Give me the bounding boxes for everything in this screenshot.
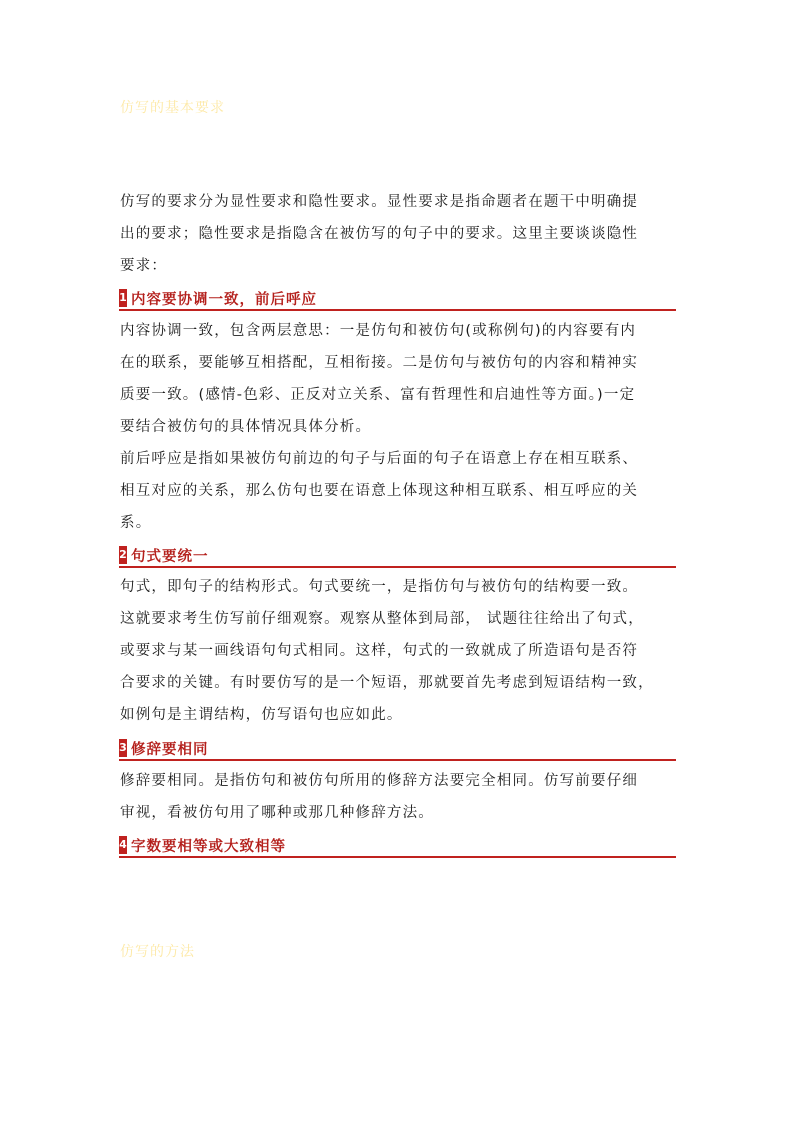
- section-title: 修辞要相同: [131, 742, 209, 758]
- section-header-4: [119, 832, 676, 858]
- section-number-badge: 2: [119, 546, 127, 564]
- section-title: 句式要统一: [131, 549, 209, 565]
- section-2-paragraph: [120, 571, 690, 731]
- paragraph-line: 这就要求考生仿写前仔细观察。观察从整体到局部， 试题往往给出了句式，: [120, 611, 644, 627]
- paragraph-line: 修辞要相同。是指仿句和被仿句所用的修辞方法要完全相同。仿写前要仔细: [120, 773, 639, 789]
- paragraph-line: 句式，即句子的结构形式。句式要统一，是指仿句与被仿句的结构要一致。: [120, 579, 639, 595]
- paragraph-line: 内容协调一致，包含两层意思：一是仿句和被仿句(或称例句)的内容要有内: [120, 323, 637, 339]
- section-number-badge: 4: [119, 836, 127, 854]
- section-header-1: [119, 285, 676, 311]
- paragraph-line: 如例句是主谓结构，仿写语句也应如此。: [120, 707, 403, 723]
- paragraph-line: 系。: [120, 515, 152, 531]
- section-1-paragraph-1: [120, 315, 690, 443]
- section-heading-basic-requirements: 仿写的基本要求: [120, 100, 225, 116]
- paragraph-line: 相互对应的关系，那么仿句也要在语意上体现这种相互联系、相互呼应的关: [120, 483, 639, 499]
- intro-line: 出的要求；隐性要求是指隐含在被仿写的句子中的要求。这里主要谈谈隐性: [120, 226, 639, 242]
- section-1-paragraph-2: [120, 443, 690, 539]
- section-title: 字数要相等或大致相等: [131, 839, 286, 855]
- section-3-paragraph: [120, 765, 690, 829]
- paragraph-line: 质要一致。(感情-色彩、正反对立关系、富有哲理性和启迪性等方面。)一定: [120, 387, 636, 403]
- section-title: 内容要协调一致，前后呼应: [131, 292, 317, 308]
- paragraph-line: 要结合被仿句的具体情况具体分析。: [120, 419, 372, 435]
- section-header-3: [119, 735, 676, 761]
- paragraph-line: 在的联系，要能够互相搭配，互相衔接。二是仿句与被仿句的内容和精神实: [120, 355, 639, 371]
- intro-paragraph: [120, 186, 690, 282]
- section-header-2: [119, 542, 676, 568]
- section-number-badge: 1: [119, 289, 127, 307]
- paragraph-line: 或要求与某一画线语句句式相同。这样，句式的一致就成了所造语句是否符: [120, 643, 639, 659]
- intro-line: 仿写的要求分为显性要求和隐性要求。显性要求是指命题者在题干中明确提: [120, 194, 639, 210]
- paragraph-line: 审视，看被仿句用了哪种或那几种修辞方法。: [120, 805, 434, 821]
- paragraph-line: 合要求的关键。有时要仿写的是一个短语，那就要首先考虑到短语结构一致，: [120, 675, 654, 691]
- section-heading-methods: 仿写的方法: [120, 944, 195, 960]
- intro-line: 要求：: [120, 258, 168, 274]
- paragraph-line: 前后呼应是指如果被仿句前边的句子与后面的句子在语意上存在相互联系、: [120, 451, 639, 467]
- section-number-badge: 3: [119, 739, 127, 757]
